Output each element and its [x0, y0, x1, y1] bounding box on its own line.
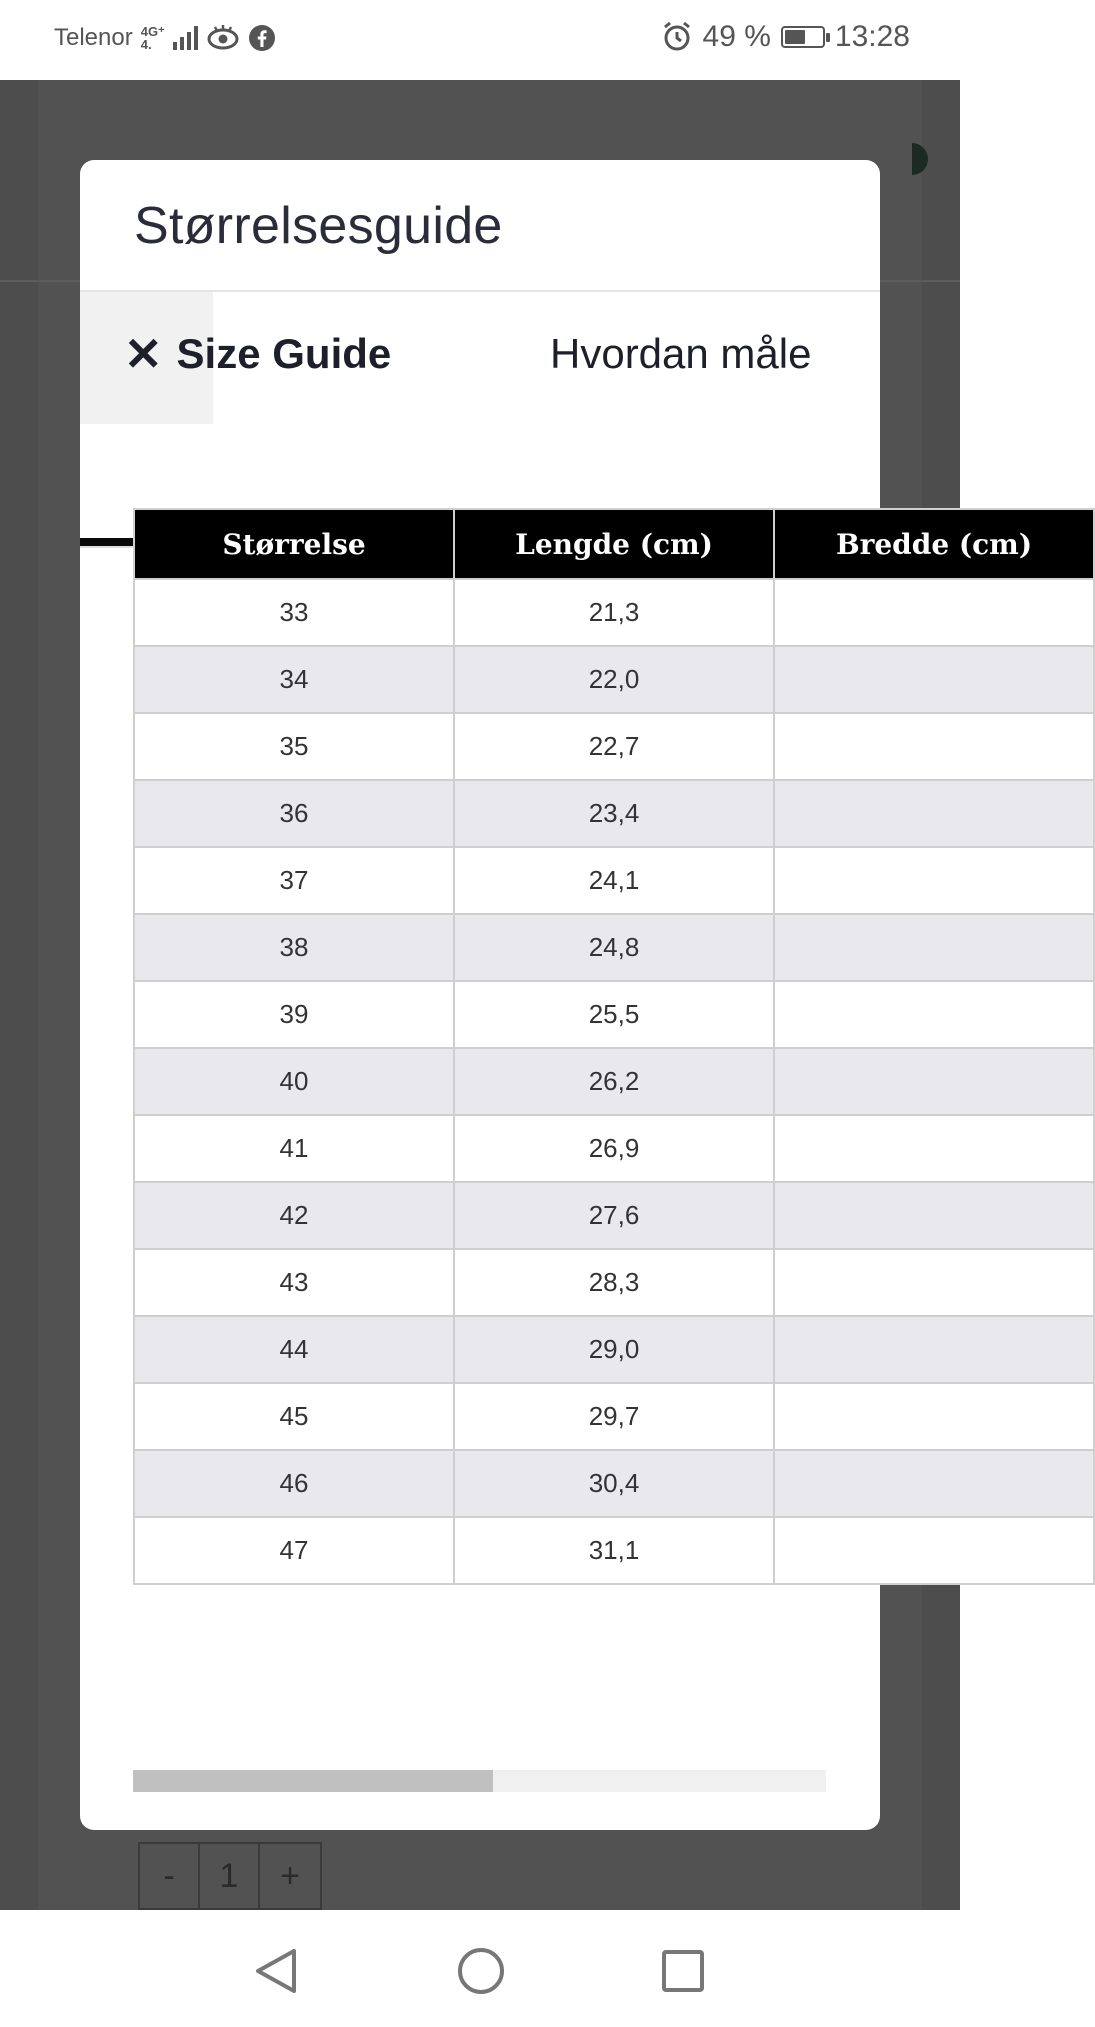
table-row: [134, 1383, 1094, 1450]
table-row: [134, 780, 1094, 847]
cell-length: 27,6: [454, 1182, 774, 1249]
table-row: [134, 1249, 1094, 1316]
tab-how-to-measure[interactable]: [550, 292, 880, 416]
cell-width: [774, 1115, 1094, 1182]
cell-width: [774, 847, 1094, 914]
cell-size: 42: [134, 1182, 454, 1249]
cell-width: [774, 1048, 1094, 1115]
cell-length: 24,1: [454, 847, 774, 914]
table-row: [134, 914, 1094, 981]
cell-length: 21,3: [454, 579, 774, 646]
signal-icon: [173, 26, 198, 50]
header-size: Størrelse: [134, 509, 454, 579]
cell-size: 43: [134, 1249, 454, 1316]
scrollbar-thumb[interactable]: [133, 1770, 493, 1792]
tab-size-guide[interactable]: [124, 292, 480, 416]
cell-length: 22,7: [454, 713, 774, 780]
eye-icon: [206, 24, 240, 52]
size-guide-modal: [80, 160, 1033, 1830]
cell-size: 41: [134, 1115, 454, 1182]
cell-width: [774, 713, 1094, 780]
size-table-header: [134, 509, 1094, 579]
table-row: [134, 713, 1094, 780]
table-row: [134, 646, 1094, 713]
table-row: [134, 1517, 1094, 1584]
table-row: [134, 579, 1094, 646]
header-width: Bredde (cm): [774, 509, 1094, 579]
cell-width: [774, 1182, 1094, 1249]
cell-length: 24,8: [454, 914, 774, 981]
battery-icon: [781, 26, 825, 48]
battery-fill: [785, 30, 805, 44]
cell-size: 40: [134, 1048, 454, 1115]
header-length: Lengde (cm): [454, 509, 774, 579]
cell-width: [774, 1450, 1094, 1517]
quantity-minus-button[interactable]: -: [140, 1844, 200, 1908]
cell-size: 46: [134, 1450, 454, 1517]
cell-size: 38: [134, 914, 454, 981]
cell-length: 31,1: [454, 1517, 774, 1584]
cell-width: [774, 1517, 1094, 1584]
cell-length: 29,0: [454, 1316, 774, 1383]
quantity-stepper: [138, 1842, 322, 1910]
cell-width: [774, 981, 1094, 1048]
modal-tabs: [80, 292, 880, 416]
horizontal-scrollbar[interactable]: [133, 1770, 826, 1792]
cell-length: 23,4: [454, 780, 774, 847]
cell-size: 33: [134, 579, 454, 646]
cell-length: 30,4: [454, 1450, 774, 1517]
carrier-name: Telenor: [54, 24, 133, 51]
alarm-icon: [661, 21, 693, 53]
cell-width: [774, 579, 1094, 646]
cell-length: 26,2: [454, 1048, 774, 1115]
cell-width: [774, 1249, 1094, 1316]
facebook-icon: [248, 24, 276, 52]
cell-width: [774, 1383, 1094, 1450]
cell-width: [774, 780, 1094, 847]
quantity-plus-button[interactable]: +: [280, 1856, 300, 1895]
table-row: [134, 847, 1094, 914]
close-icon[interactable]: ✕: [124, 328, 163, 380]
cell-size: 45: [134, 1383, 454, 1450]
cell-size: 34: [134, 646, 454, 713]
clock-time: 13:28: [834, 20, 910, 53]
status-left: [54, 24, 276, 52]
cell-length: 22,0: [454, 646, 774, 713]
back-icon[interactable]: [254, 1948, 298, 1994]
cell-width: [774, 646, 1094, 713]
table-row: [134, 1048, 1094, 1115]
cell-width: [774, 914, 1094, 981]
table-row: [134, 1450, 1094, 1517]
recent-apps-icon[interactable]: [662, 1950, 704, 1992]
tab-how-to-measure-label: Hvordan måle: [550, 330, 812, 377]
home-icon[interactable]: [458, 1948, 504, 1994]
system-nav-bar: [0, 1910, 960, 2027]
cell-length: 26,9: [454, 1115, 774, 1182]
cell-width: [774, 1316, 1094, 1383]
cell-size: 36: [134, 780, 454, 847]
cell-length: 25,5: [454, 981, 774, 1048]
cell-length: 28,3: [454, 1249, 774, 1316]
table-row: [134, 1316, 1094, 1383]
cell-length: 29,7: [454, 1383, 774, 1450]
table-row: [134, 981, 1094, 1048]
tab-size-guide-label: Size Guide: [176, 330, 392, 377]
cell-size: 39: [134, 981, 454, 1048]
table-row: [134, 1182, 1094, 1249]
cell-size: 44: [134, 1316, 454, 1383]
table-row: [134, 1115, 1094, 1182]
size-table-scroll[interactable]: [133, 508, 1033, 1598]
status-bar: [0, 0, 960, 80]
cell-size: 47: [134, 1517, 454, 1584]
battery-percent: 49 %: [702, 20, 771, 53]
status-right: [661, 20, 910, 54]
background-panel-left: [0, 80, 38, 1910]
size-table: [133, 508, 1095, 1585]
cell-size: 35: [134, 713, 454, 780]
modal-title: Størrelsesguide: [134, 197, 503, 255]
cell-size: 37: [134, 847, 454, 914]
network-type: 4G⁺ 4.: [140, 24, 165, 52]
quantity-value[interactable]: 1: [200, 1844, 260, 1908]
